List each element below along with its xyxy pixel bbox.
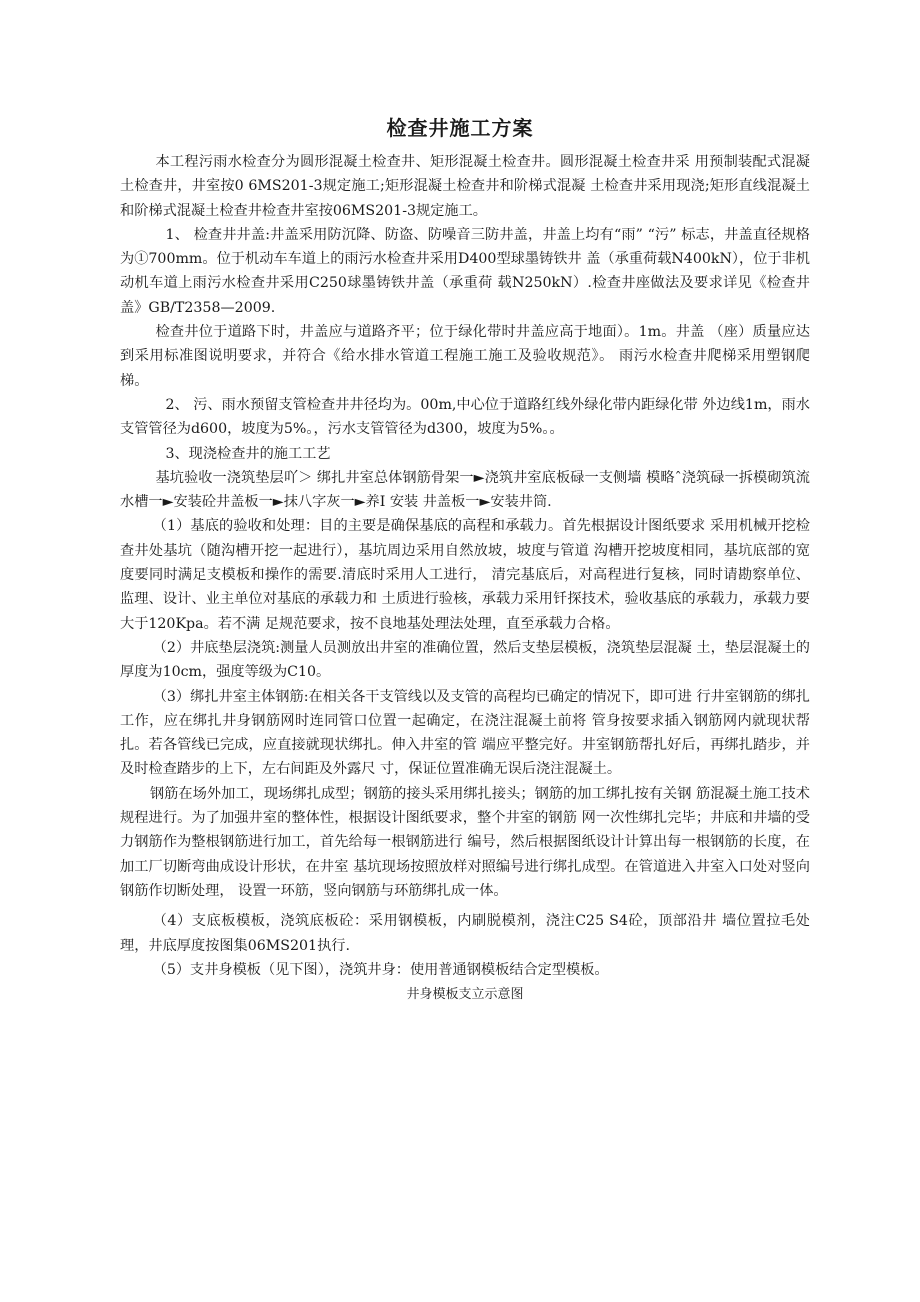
step-5-paragraph: （5）支井身模板（见下图），浇筑井身：使用普通钢模板结合定型模板。 [152, 961, 609, 978]
document-body [120, 150, 810, 1006]
cover-position-paragraph: 检查井位于道路下时，井盖应与道路齐平；位于绿化带时井盖应高于地面）。1m。井盖 （座）质量应达到采用标准图说明要求，并符合《给水排水管道工程施工施工及验收规范》。 雨污水检查井爬梯采用塑钢爬梯。 [120, 324, 810, 389]
branch-pipe-paragraph: 2、 污、雨水预留支管检查井井径均为。00m,中心位于道路红线外绿化带内距绿化带 外边线1m，雨水支管管径为d600，坡度为5%。，污水支管管径为d300，坡度为5%。。 [120, 396, 810, 438]
step-4-paragraph: （4）支底板模板，浇筑底板砼：采用钢模板，内刷脱模剂，浇注C25 S4砼，顶部沿井 墙位置拉毛处理，井底厚度按图集06MS201执行. [120, 913, 810, 954]
intro-paragraph: 本工程污雨水检查分为圆形混凝土检查井、矩形混凝土检查井。圆形混凝土检查井采 用预制装配式混凝土检查井，井室按0 6MS201-3规定施工;矩形混凝土检查井和阶梯式混凝 土检查井采用现浇;矩形直线混凝土和阶梯式混凝土检查井检查井室按06MS201-3规定施工。 [120, 154, 810, 219]
step-2-paragraph: （2）井底垫层浇筑:测量人员测放出井室的准确位置，然后支垫层模板，浇筑垫层混凝 土，垫层混凝土的厚度为10cm，强度等级为C10。 [120, 639, 810, 681]
step-1-paragraph: （1）基底的验收和处理：目的主要是确保基底的高程和承载力。首先根据设计图纸要求 采用机械开挖检查井处基坑（随沟槽开挖一起进行），基坑周边采用自然放坡，坡度与管道 沟槽开挖坡度相同，基坑底部的宽度要同时满足支模板和操作的需要.清底时采用人工进行， 清完基底后，对高程进行复核，同时请勘察单位、监理、设计、业主单位对基底的承载力和 土质进行验核，承载力采用钎探技术，验收基底的承载力，承载力要大于120Kpa。若不满 足规范要求，按不良地基处理法处理，直至承载力合格。 [120, 518, 810, 632]
rebar-paragraph: 钢筋在场外加工，现场绑扎成型；钢筋的接头采用绑扎接头；钢筋的加工绑扎按有关钢 筋混凝土施工技术规程进行。为了加强井室的整体性，根据设计图纸要求，整个井室的钢筋 网一次性绑扎完毕；井底和井墙的受力钢筋作为整根钢筋进行加工，首先给每一根钢筋进行 编号，然后根据图纸设计计算出每一根钢筋的长度，在加工厂切断弯曲成设计形状，在井室 基坑现场按照放样对照编号进行绑扎成型。在管道进入井室入口处对竖向钢筋作切断处理， 设置一环筋，竖向钢筋与环筋绑扎成一体。 [120, 785, 810, 899]
figure-caption: 井身模板支立示意图 [406, 987, 524, 1003]
step-3-paragraph: （3）绑扎井室主体钢筋:在相关各干支管线以及支管的高程均已确定的情况下，即可进 行井室钢筋的绑扎工作，应在绑扎井身钢筋网时连同管口位置一起确定，在浇注混凝土前将 管身按要求插入钢筋网内就现状帮扎。若各管线已完成，应直接就现状绑扎。伸入井室的管 端应平整完好。井室钢筋帮扎好后，再绑扎踏步，并及时检查踏步的上下，左右间距及外露尺 寸，保证位置准确无误后浇注混凝土。 [120, 688, 810, 778]
document-title: 检查井施工方案 [386, 116, 534, 140]
manhole-cover-paragraph: 1、 检查井井盖:井盖采用防沉降、防盗、防噪音三防井盖，井盖上均有“雨” “污” 标志，井盖直径规格为①700mm。位于机动车车道上的雨污水检查井采用D400型球墨铸铁井 盖（承重荷载N400kN），位于非机动机车道上雨污水检查井采用C250球墨铸铁井盖（承重荷 载N250kN）.检查井座做法及要求详见《检查井盖》GB/T2358—2009. [120, 226, 810, 316]
process-flow-paragraph: 基坑验收一浇筑垫层吖＞ 绑扎井室总体钢筋骨架一►浇筑井室底板碌一支侧墙 模略ˆ浇筑碌一拆模砌筑流水槽一►安装砼井盖板一►抹八字灰一►养I 安装 井盖板一►安装井筒. [120, 469, 810, 511]
process-heading: 3、现浇检查井的施工工艺 [165, 445, 331, 462]
